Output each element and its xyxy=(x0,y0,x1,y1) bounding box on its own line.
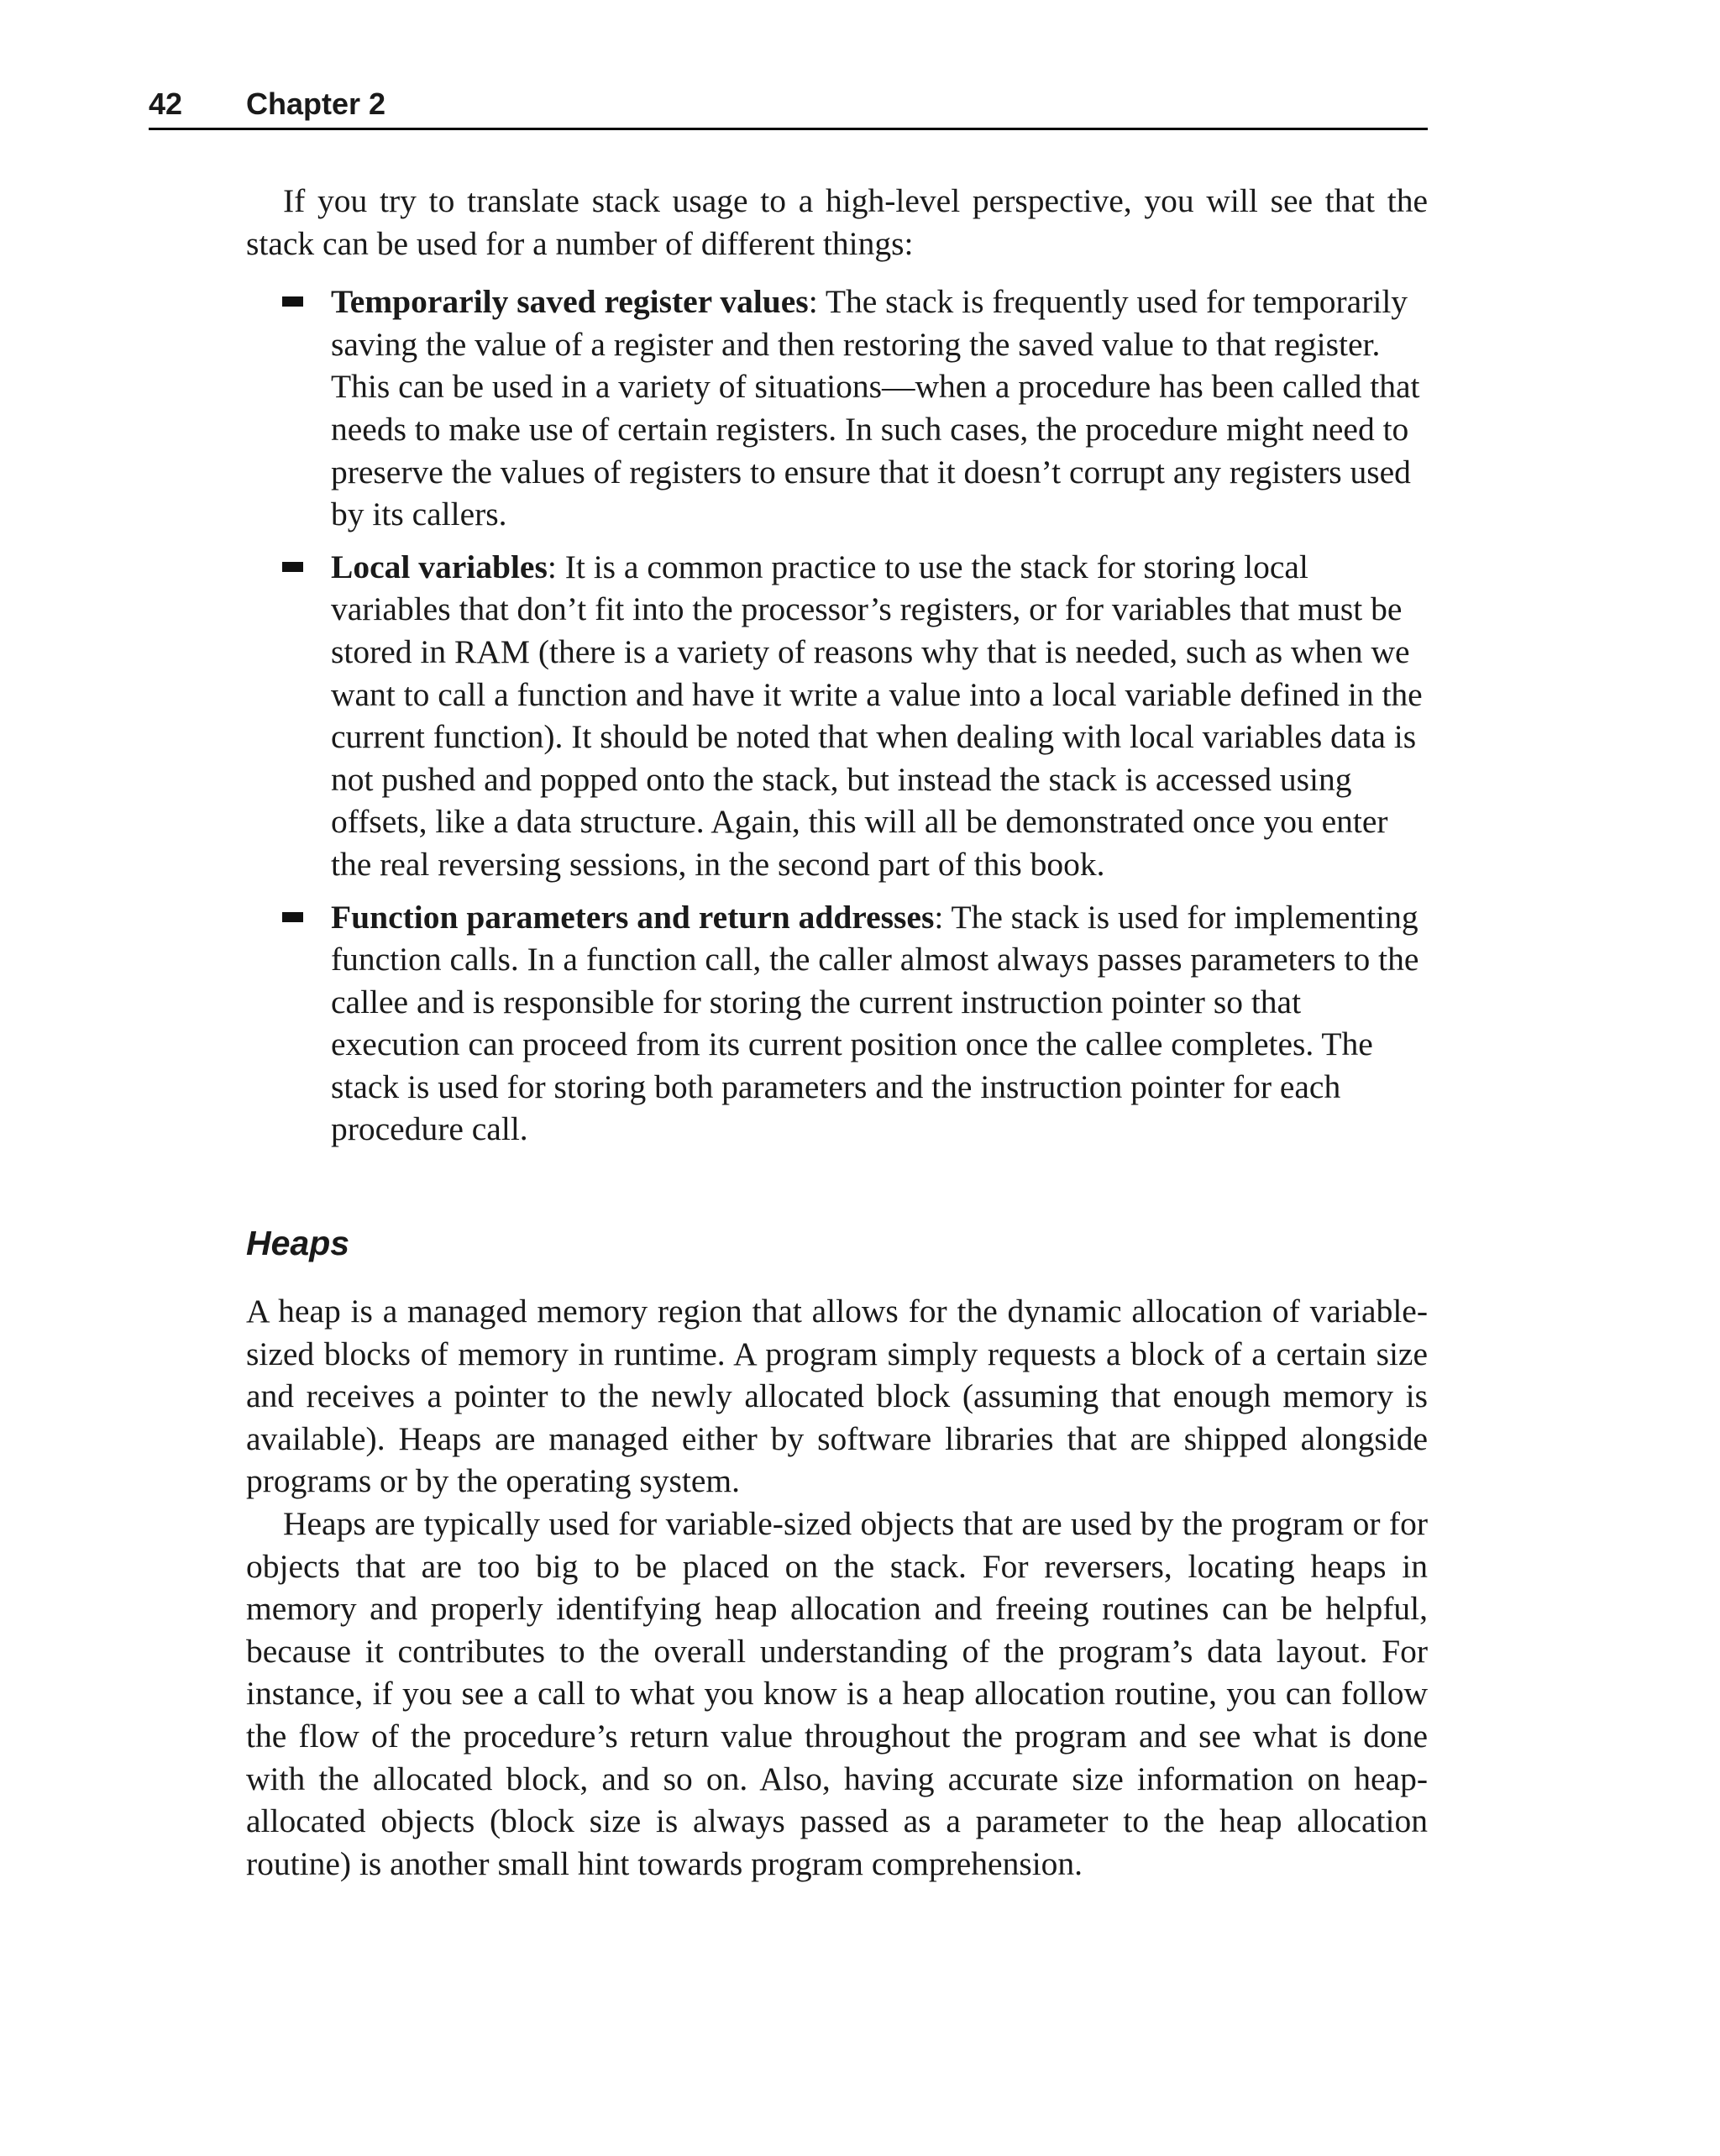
list-item xyxy=(331,896,1428,1151)
list-item-text xyxy=(331,546,1428,886)
list-item-term: Local variables xyxy=(331,548,548,585)
heaps-paragraph-2: Heaps are typically used for variable-sized objects that are used by the program or for objects that are too big to be placed on the stack. For reversers, locating heaps in memory and properly identifying heap allocation and freeing routines can be helpful, because it contributes to the overall understanding of the program’s data layout. For instance, if you see a call to what you know is a heap allocation routine, you can follow the flow of the procedure’s return value throughout the program and see what is done with the allocated block, and so on. Also, having accurate size information on heap-allocated objects (block size is always passed as a parameter to the heap allocation routine) is another small hint towards program comprehension. xyxy=(246,1505,1428,1882)
page-body xyxy=(246,180,1428,1885)
list-item-text xyxy=(331,896,1428,1151)
chapter-title: Chapter 2 xyxy=(246,87,386,121)
intro-paragraph: If you try to translate stack usage to a high-level perspective, you will see that the stack can be used for a number of different things: xyxy=(246,182,1428,262)
list-item-description: : The stack is frequently used for temporarily saving the value of a register and then restoring the saved value to that register. This can be used in a variety of situations—when a procedure has been called that needs to make use of certain registers. In such cases, the procedure might need to preserve the values of registers to ensure that it doesn’t corrupt any registers used by its callers. xyxy=(331,283,1420,533)
list-item-text xyxy=(331,281,1428,536)
running-header xyxy=(149,81,1428,130)
bullet-icon xyxy=(282,562,303,572)
list-item-term: Temporarily saved register values xyxy=(331,283,809,321)
list-item xyxy=(331,546,1428,886)
list-item-description: : The stack is used for implementing function calls. In a function call, the caller almost always passes parameters to the callee and is responsible for storing the current instruction pointer so that execution can proceed from its current position once the callee completes. The stack is used for storing both parameters and the instruction pointer for each procedure call. xyxy=(331,898,1419,1148)
bullet-icon xyxy=(282,912,303,922)
stack-uses-list xyxy=(246,281,1428,1151)
list-item-description: : It is a common practice to use the stack for storing local variables that don’t fit into the processor’s registers, or for variables that must be stored in RAM (there is a variety of reasons why that is needed, such as when we want to call a function and have it write a value into a local variable defined in the current function). It should be noted that when dealing with local variables data is not pushed and popped onto the stack, but instead the stack is accessed using offsets, like a data structure. Again, this will all be demonstrated once you enter the real reversing sessions, in the second part of this book. xyxy=(331,548,1423,883)
list-item xyxy=(331,281,1428,536)
page-number: 42 xyxy=(149,87,183,121)
heaps-paragraph-1: A heap is a managed memory region that allows for the dynamic allocation of variable-sized blocks of memory in runtime. A program simply requests a block of a certain size and receives a pointer to the newly allocated block (assuming that enough memory is available). Heaps are managed either by software libraries that are shipped alongside programs or by the operating system. xyxy=(246,1293,1428,1500)
section-heading: Heaps xyxy=(246,1224,350,1263)
bullet-icon xyxy=(282,296,303,307)
list-item-term: Function parameters and return addresses xyxy=(331,898,935,936)
